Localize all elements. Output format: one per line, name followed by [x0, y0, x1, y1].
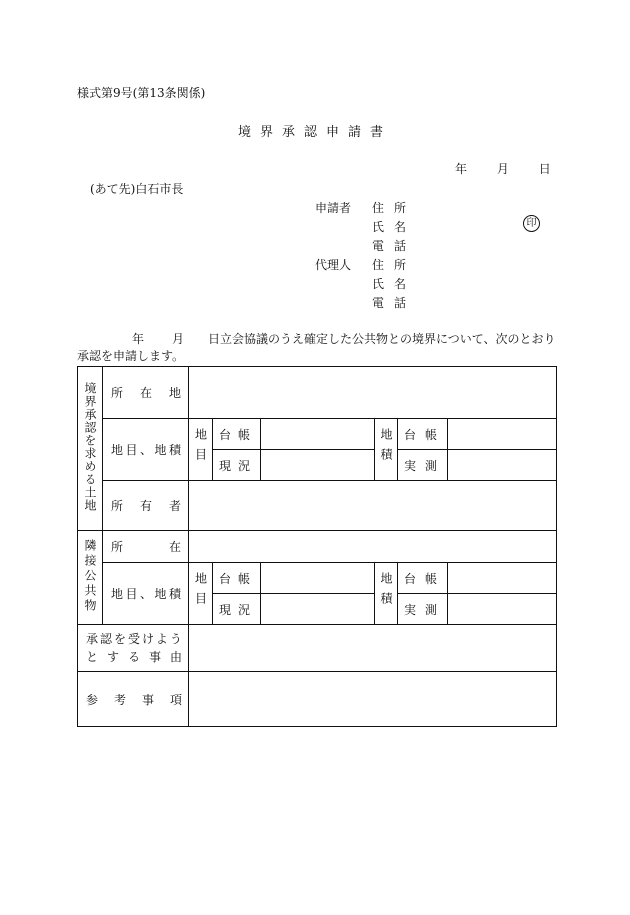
applicant-address-label: 住所	[372, 201, 417, 215]
body-line-1	[132, 330, 556, 347]
remarks-value[interactable]	[189, 672, 557, 727]
jissoku-label: 実 測	[398, 450, 448, 481]
chiseki-label: 地積	[375, 419, 398, 481]
daicho-label: 台 帳	[213, 419, 261, 450]
location-label: 所 在 地	[103, 367, 189, 419]
reason-label: 承 認 を 受 け よ う と す る 事 由	[78, 625, 189, 672]
addressee: (あて先)白石市長	[90, 182, 184, 196]
location2-value[interactable]	[189, 531, 557, 563]
chimoku-genkyo-value[interactable]	[261, 450, 375, 481]
agent-name-label: 氏名	[372, 277, 417, 291]
chimoku-daicho-value[interactable]	[261, 419, 375, 450]
chiseki-daicho-value-2[interactable]	[448, 563, 557, 594]
genkyo-label: 現 況	[213, 450, 261, 481]
date-month: 月	[496, 162, 509, 176]
table-row	[78, 625, 557, 672]
applicant-phone-label: 電話	[372, 239, 417, 253]
seal-icon: 印	[523, 215, 540, 232]
daicho-label-2: 台 帳	[398, 419, 448, 450]
body-year: 年	[132, 332, 145, 346]
reason-value[interactable]	[189, 625, 557, 672]
agent-phone-label: 電話	[372, 296, 417, 310]
page-title: 境界承認申請書	[237, 125, 392, 140]
location2-label: 所 在	[103, 531, 189, 563]
jissoku-label-2: 実 測	[398, 594, 448, 625]
agent-address-label: 住所	[372, 258, 417, 272]
table-row	[78, 481, 557, 531]
category-area-label-2: 地 目 、 地 積	[103, 563, 189, 625]
table-row	[78, 563, 557, 594]
chiseki-label-2: 地積	[375, 563, 398, 625]
chiseki-jissoku-value-2[interactable]	[448, 594, 557, 625]
body-line-2: 承認を申請します。	[77, 349, 185, 363]
section-land-label: 境界承認を求める土地	[78, 367, 103, 531]
owner-label: 所 有 者	[103, 481, 189, 531]
section-public-label: 隣接公共物	[78, 531, 103, 625]
applicant-role: 申請者	[315, 201, 352, 215]
chimoku-genkyo-value-2[interactable]	[261, 594, 375, 625]
genkyo-label-2: 現 況	[213, 594, 261, 625]
chimoku-label: 地目	[189, 419, 213, 481]
table-row	[78, 531, 557, 563]
table-row	[78, 367, 557, 419]
chiseki-daicho-value[interactable]	[448, 419, 557, 450]
remarks-label: 参 考 事 項	[78, 672, 189, 727]
table-row	[78, 419, 557, 450]
body-text-1: 日立会協議のうえ確定した公共物との境界について、次のとおり	[208, 332, 556, 346]
chimoku-daicho-value-2[interactable]	[261, 563, 375, 594]
chiseki-jissoku-value[interactable]	[448, 450, 557, 481]
form-id: 様式第9号(第13条関係)	[77, 86, 206, 100]
category-area-label: 地 目 、 地 積	[103, 419, 189, 481]
daicho-label-4: 台 帳	[398, 563, 448, 594]
agent-role: 代理人	[315, 258, 352, 272]
chimoku-label-2: 地目	[189, 563, 213, 625]
location-value[interactable]	[189, 367, 557, 419]
daicho-label-3: 台 帳	[213, 563, 261, 594]
applicant-name-label: 氏名	[372, 220, 417, 234]
date-year: 年	[455, 162, 468, 176]
owner-value[interactable]	[189, 481, 557, 531]
date-day: 日	[538, 162, 551, 176]
application-table	[77, 366, 557, 727]
date-line	[455, 160, 551, 177]
body-month: 月	[172, 332, 185, 346]
table-row	[78, 672, 557, 727]
